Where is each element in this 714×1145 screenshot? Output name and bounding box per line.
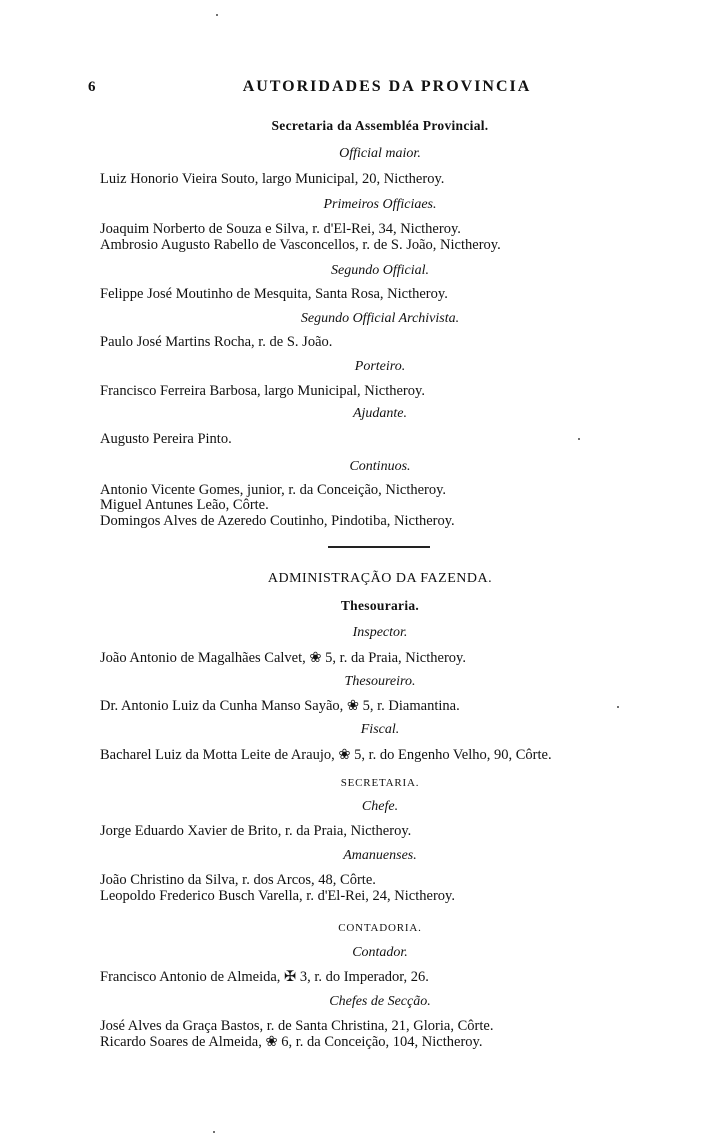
entry-line: Ambrosio Augusto Rabello de Vasconcellos, r. de S. João, Nictheroy. — [100, 237, 501, 253]
section-heading: SECRETARIA. — [340, 777, 420, 789]
scan-speck — [578, 438, 580, 440]
section-heading: CONTADORIA. — [338, 922, 422, 934]
entry-line: Augusto Pereira Pinto. — [100, 431, 232, 447]
role-heading: Contador. — [352, 945, 408, 960]
entry-line: Francisco Antonio de Almeida, ✠ 3, r. do Imperador, 26. — [100, 969, 429, 985]
role-heading: Fiscal. — [360, 722, 400, 737]
entry-line: João Christino da Silva, r. dos Arcos, 48, Côrte. — [100, 872, 376, 888]
entry-line: Jorge Eduardo Xavier de Brito, r. da Praia, Nictheroy. — [100, 823, 412, 839]
section-heading: ADMINISTRAÇÃO DA FAZENDA. — [267, 571, 493, 586]
entry-line: Felippe José Moutinho de Mesquita, Santa Rosa, Nictheroy. — [100, 286, 448, 302]
role-heading: Segundo Official Archivista. — [300, 311, 460, 326]
entry-line: João Antonio de Magalhães Calvet, ❀ 5, r. da Praia, Nictheroy. — [100, 650, 466, 666]
entry-line: Antonio Vicente Gomes, junior, r. da Conceição, Nictheroy. — [100, 482, 447, 498]
scan-speck — [216, 14, 218, 16]
role-heading: Chefe. — [361, 799, 399, 814]
section-heading: Secretaria da Assembléa Provincial. — [271, 118, 489, 133]
role-heading: Amanuenses. — [343, 848, 417, 863]
role-heading: Chefes de Secção. — [329, 994, 431, 1009]
section-divider — [328, 546, 430, 548]
role-heading: Segundo Official. — [331, 263, 429, 278]
entry-line: Leopoldo Frederico Busch Varella, r. d'El-Rei, 24, Nictheroy. — [100, 888, 455, 904]
role-heading: Porteiro. — [354, 359, 406, 374]
page-number: 6 — [88, 79, 96, 95]
entry-line: José Alves da Graça Bastos, r. de Santa Christina, 21, Gloria, Côrte. — [100, 1018, 494, 1034]
entry-line: Domingos Alves de Azeredo Coutinho, Pindotiba, Nictheroy. — [100, 513, 455, 529]
entry-line: Joaquim Norberto de Souza e Silva, r. d'El-Rei, 34, Nictheroy. — [100, 221, 461, 237]
role-heading: Continuos. — [349, 459, 411, 474]
role-heading: Official maior. — [339, 146, 421, 161]
page-title: AUTORIDADES DA PROVINCIA — [242, 78, 532, 95]
scan-speck — [617, 706, 619, 708]
entry-line: Ricardo Soares de Almeida, ❀ 6, r. da Conceição, 104, Nictheroy. — [100, 1034, 483, 1050]
role-heading: Thesoureiro. — [344, 674, 416, 689]
role-heading: Ajudante. — [352, 406, 408, 421]
entry-line: Bacharel Luiz da Motta Leite de Araujo, ❀ 5, r. do Engenho Velho, 90, Côrte. — [100, 747, 552, 763]
scan-speck — [213, 1131, 215, 1133]
entry-line: Dr. Antonio Luiz da Cunha Manso Sayão, ❀ 5, r. Diamantina. — [100, 698, 460, 714]
entry-line: Paulo José Martins Rocha, r. de S. João. — [100, 334, 333, 350]
entry-line: Miguel Antunes Leão, Côrte. — [100, 497, 269, 513]
entry-line: Francisco Ferreira Barbosa, largo Municipal, Nictheroy. — [100, 383, 425, 399]
role-heading: Inspector. — [352, 625, 408, 640]
entry-line: Luiz Honorio Vieira Souto, largo Municipal, 20, Nictheroy. — [100, 171, 445, 187]
role-heading: Primeiros Officiaes. — [323, 197, 437, 212]
section-heading: Thesouraria. — [340, 598, 420, 613]
